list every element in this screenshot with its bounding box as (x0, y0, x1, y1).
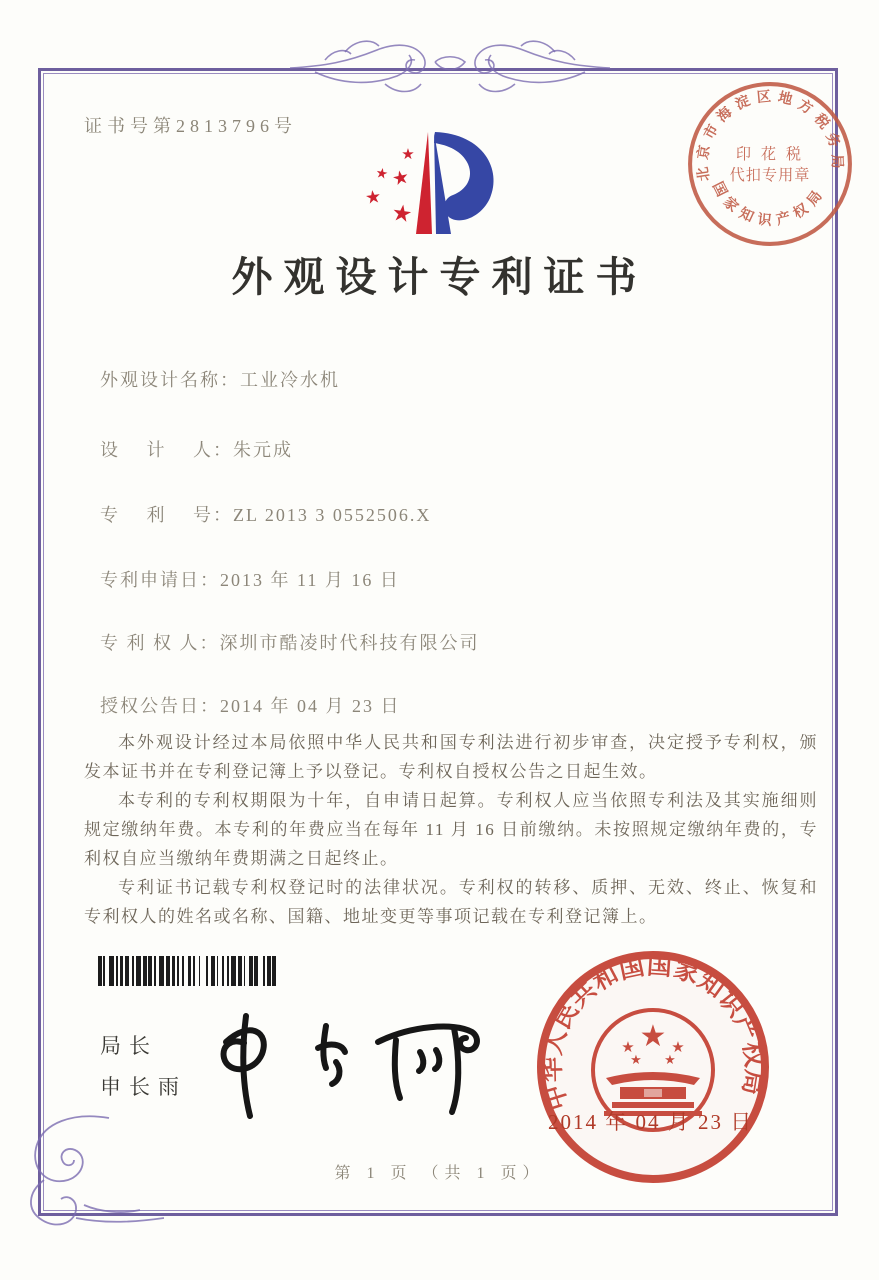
field-label: 授权公告日： (100, 696, 220, 716)
star-icon: ★ (664, 1053, 676, 1068)
star-icon: ★ (621, 1038, 635, 1056)
field-design-name (100, 366, 340, 392)
field-label: 设 计 人： (100, 440, 233, 460)
field-value: 2014 年 04 月 23 日 (220, 696, 401, 716)
field-patent-number (100, 501, 431, 527)
signatory-title: 局长 (100, 1035, 158, 1058)
certificate-number: 证书号第2813796号 (84, 116, 297, 136)
logo-p-mark (416, 132, 494, 234)
field-value: ZL 2013 3 0552506.X (233, 505, 432, 525)
field-label: 专利申请日： (100, 570, 220, 590)
field-grant-announcement-date (100, 692, 401, 718)
certificate-title: 外观设计专利证书 (231, 254, 648, 300)
legal-paragraph: 本外观设计经过本局依照中华人民共和国专利法进行初步审查，决定授予专利权，颁发本证书并在专利登记簿上予以登记。专利权自授权公告之日起生效。 (84, 733, 818, 781)
star-icon: ★ (671, 1038, 685, 1056)
field-label: 专 利 号： (100, 505, 233, 525)
field-designer (100, 436, 293, 462)
field-label: 外观设计名称： (100, 370, 240, 390)
handwritten-signature (198, 998, 498, 1123)
seal-ring-text: 中华人民共和国国家知识产权局 (538, 952, 768, 1113)
star-icon: ★ (639, 1019, 667, 1054)
page-number-footer: 第 1 页 （共 1 页） (334, 1165, 545, 1182)
barcode-bar (272, 956, 276, 986)
signatory-block (100, 1026, 187, 1108)
legal-paragraph: 专利证书记载专利权登记时的法律状况。专利权的转移、质押、无效、终止、恢复和专利权人的姓名或名称、国籍、地址变更等事项记载在专利登记簿上。 (84, 878, 818, 926)
star-icon: ★ (401, 145, 415, 163)
field-value: 朱元成 (233, 440, 293, 460)
field-application-date (100, 566, 400, 592)
stamp-ring-bottom-text: 国家知识产权局 (708, 179, 826, 230)
logo-stars (364, 145, 415, 228)
stamp-tax-seal (684, 78, 856, 250)
legal-text-block (84, 728, 818, 931)
sipo-logo (352, 126, 522, 242)
seal-date: 2014 年 04 月 23 日 (548, 1110, 754, 1134)
legal-paragraph: 本专利的专利权期限为十年，自申请日起算。专利权人应当依照专利法及其实施细则规定缴纳年费。本专利的年费应当在每年 11 月 16 日前缴纳。未按照规定缴纳年费的，专利权自应当缴纳年费期满之日起终止。 (84, 791, 818, 868)
stamp-ring-top-text: 北京市海淀区地方税务局 (695, 88, 845, 183)
star-icon: ★ (363, 186, 383, 210)
stamp-center-line1: 印 花 税 (735, 145, 805, 163)
field-value: 深圳市酷凌时代科技有限公司 (219, 633, 480, 653)
field-value: 2013 年 11 月 16 日 (220, 570, 400, 590)
field-value: 工业冷水机 (240, 370, 340, 390)
issuing-authority-seal (528, 942, 778, 1192)
field-patentee (100, 629, 480, 655)
field-label: 专 利 权 人： (100, 633, 220, 653)
stamp-center-line2: 代扣专用章 (729, 167, 811, 185)
star-icon: ★ (374, 165, 390, 184)
signatory-name: 申长雨 (100, 1076, 187, 1099)
star-icon: ★ (630, 1053, 642, 1068)
svg-text:国家知识产权局 (709, 179, 826, 229)
barcode (98, 956, 276, 986)
star-icon: ★ (390, 165, 412, 191)
star-icon: ★ (389, 199, 414, 229)
